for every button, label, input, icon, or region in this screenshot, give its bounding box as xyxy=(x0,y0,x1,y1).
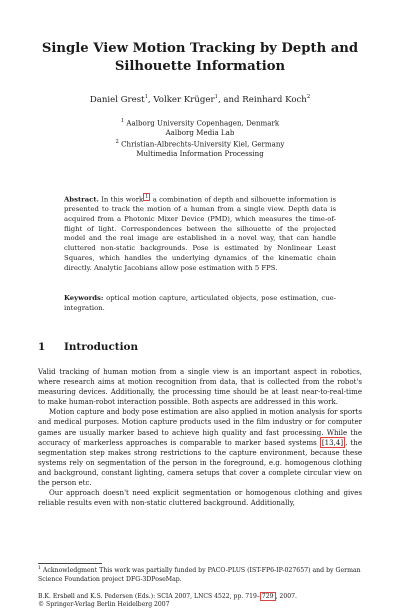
footnote-mark: 1 xyxy=(38,566,41,571)
author-name: Reinhard Koch xyxy=(242,94,307,105)
author-affil-mark: 1 xyxy=(214,94,218,100)
affiliation-line: Aalborg Media Lab xyxy=(165,128,235,138)
citation-text: B.K. Ersbøll and K.S. Pedersen (Eds.): SCIA 2007, LNCS 4522, pp. 719– xyxy=(38,593,260,600)
paper-title xyxy=(30,40,370,76)
keywords xyxy=(64,294,336,314)
section-heading xyxy=(38,341,138,353)
author-separator: , xyxy=(147,94,154,105)
title-line-1: Single View Motion Tracking by Depth and xyxy=(41,41,359,56)
citation-line xyxy=(38,593,362,601)
title-line-2: Silhouette Information xyxy=(114,59,286,74)
abstract-label: Abstract. xyxy=(64,195,99,204)
citation-link[interactable]: [13,4] xyxy=(321,437,344,447)
affiliation-line: Christian-Albrechts-University Kiel, Germany xyxy=(121,139,285,149)
section-number: 1 xyxy=(38,341,46,353)
affiliation-line: Aalborg University Copenhagen, Denmark xyxy=(126,118,280,128)
keywords-text: optical motion capture, articulated objects, pose estimation, cue-integration. xyxy=(64,294,336,312)
paragraph-text: , the segmentation step makes strong restrictions to the capture environment, because these systems rely on segmentation of the person in the foreground, e.g. homogenous clothing and background, constant lighting, camera setups that cover a complete circular view on the person etc. xyxy=(38,437,362,488)
copyright-line: © Springer-Verlag Berlin Heidelberg 2007 xyxy=(38,601,170,609)
footnote xyxy=(38,565,362,584)
author-name: Daniel Grest xyxy=(89,94,145,105)
publication-citation xyxy=(38,593,362,609)
keywords-label: Keywords: xyxy=(64,294,104,302)
page-link[interactable]: 729 xyxy=(261,593,274,600)
footnote-text: Acknowledgment This work was partially funded by PACO-PLUS (IST-FP6-IP-027657) and by German Science Foundation project DFG-3DPoseMap. xyxy=(38,567,361,583)
section-title: Introduction xyxy=(64,341,138,353)
affiliation-1 xyxy=(30,117,370,128)
body-text xyxy=(38,367,362,508)
author-affil-mark: 2 xyxy=(306,94,311,100)
abstract xyxy=(64,193,336,273)
author-name: Volker Krüger xyxy=(153,94,215,105)
paragraph xyxy=(38,407,362,488)
author-affil-mark: 1 xyxy=(144,94,148,100)
affiliation-line: Multimedia Information Processing xyxy=(136,149,264,159)
paragraph: Our approach doesn't need explicit segmentation or homogenous clothing and gives reliable results even with non-static cluttered background. Additionally, xyxy=(38,488,362,508)
abstract-text: In this work xyxy=(98,195,144,204)
affiliations xyxy=(30,117,370,159)
citation-text: , 2007. xyxy=(275,593,297,600)
affiliation-mark: 1 xyxy=(120,118,125,124)
footnote-divider xyxy=(38,563,102,564)
affiliation-mark: 2 xyxy=(115,138,119,145)
author-list xyxy=(20,94,380,105)
paragraph-text: Motion capture and body pose estimation are also applied in motion analysis for sports and medical purposes. Motion capture products used in the film industry or for computer games are usually marker based to achieve high quality and fast processing. While the accuracy of markerless approaches is comparable to marker based systems xyxy=(38,407,362,447)
abstract-text: a combination of depth and silhouette information is presented to track the motion of a human from a single view. Depth data is acquired from a Photonic Mixer Device (PMD), which measures the time-of-flight of light. Correspondences between the silhouette of the projected model and the real image are established in a novel way, that can handle cluttered non-static backgrounds. Pose is estimated by Nonlinear Least Squares, which handles the underlying dynamics of the kinematic chain directly. Analytic Jacobians allow pose estimation with 5 FPS. xyxy=(64,195,336,272)
paragraph: Valid tracking of human motion from a single view is an important aspect in robotics, where research aims at motion recognition from data, that is collected from the robot's measuring devices. Additionally, the processing time should be at least near-to-real-time to make human-robot interaction possible. Both aspects are addressed in this work. xyxy=(38,367,362,407)
author-separator: , and xyxy=(217,94,243,105)
affiliation-2 xyxy=(30,138,370,149)
footnote-ref-link[interactable]: 1 xyxy=(145,194,149,200)
